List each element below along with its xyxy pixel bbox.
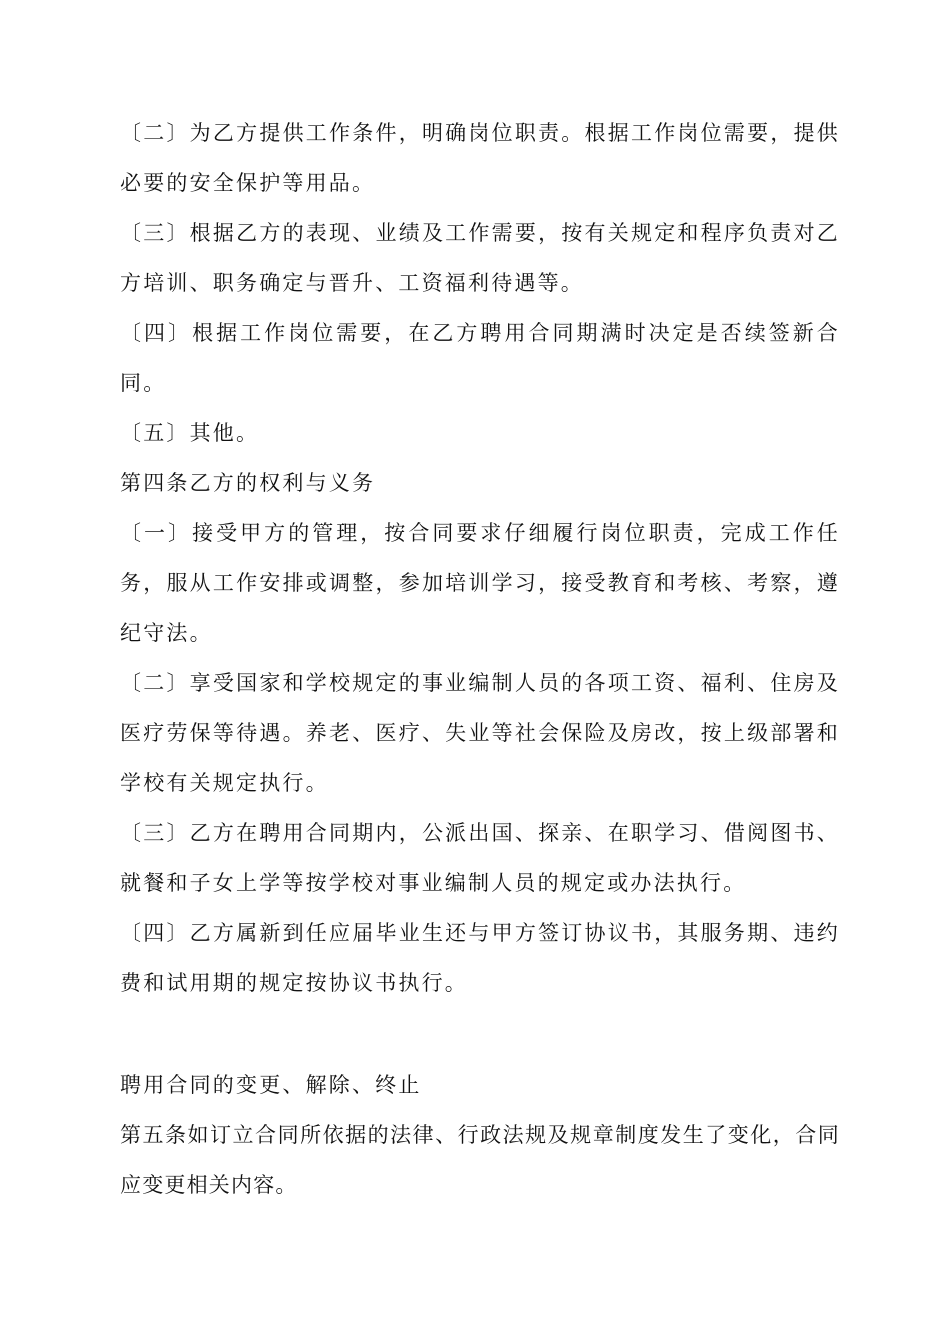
paragraph-party-a-duty-3: 〔三〕根据乙方的表现、业绩及工作需要，按有关规定和程序负责对乙方培训、职务确定与晋升、工资福利待遇等。 [120,221,840,295]
paragraph-party-a-duty-5: 〔五〕其他。 [120,421,260,445]
article-4-heading: 第四条乙方的权利与义务 [120,471,376,495]
paragraph-party-b-right-4: 〔四〕乙方属新到任应届毕业生还与甲方签订协议书，其服务期、违约费和试用期的规定按协议书执行。 [120,921,840,995]
paragraph-party-b-right-1: 〔一〕接受甲方的管理，按合同要求仔细履行岗位职责，完成工作任务，服从工作安排或调整，参加培训学习，接受教育和考核、考察，遵纪守法。 [120,521,840,645]
section-heading-contract-changes: 聘用合同的变更、解除、终止 [120,1073,422,1097]
document-page [120,108,840,1210]
article-5-paragraph: 第五条如订立合同所依据的法律、行政法规及规章制度发生了变化，合同应变更相关内容。 [120,1123,840,1197]
paragraph-party-a-duty-2: 〔二〕为乙方提供工作条件，明确岗位职责。根据工作岗位需要，提供必要的安全保护等用品。 [120,121,840,195]
paragraph-party-a-duty-4: 〔四〕根据工作岗位需要，在乙方聘用合同期满时决定是否续签新合同。 [120,321,840,395]
paragraph-party-b-right-3: 〔三〕乙方在聘用合同期内，公派出国、探亲、在职学习、借阅图书、就餐和子女上学等按学校对事业编制人员的规定或办法执行。 [120,821,840,895]
paragraph-party-b-right-2: 〔二〕享受国家和学校规定的事业编制人员的各项工资、福利、住房及医疗劳保等待遇。养老、医疗、失业等社会保险及房改，按上级部署和学校有关规定执行。 [120,671,840,795]
